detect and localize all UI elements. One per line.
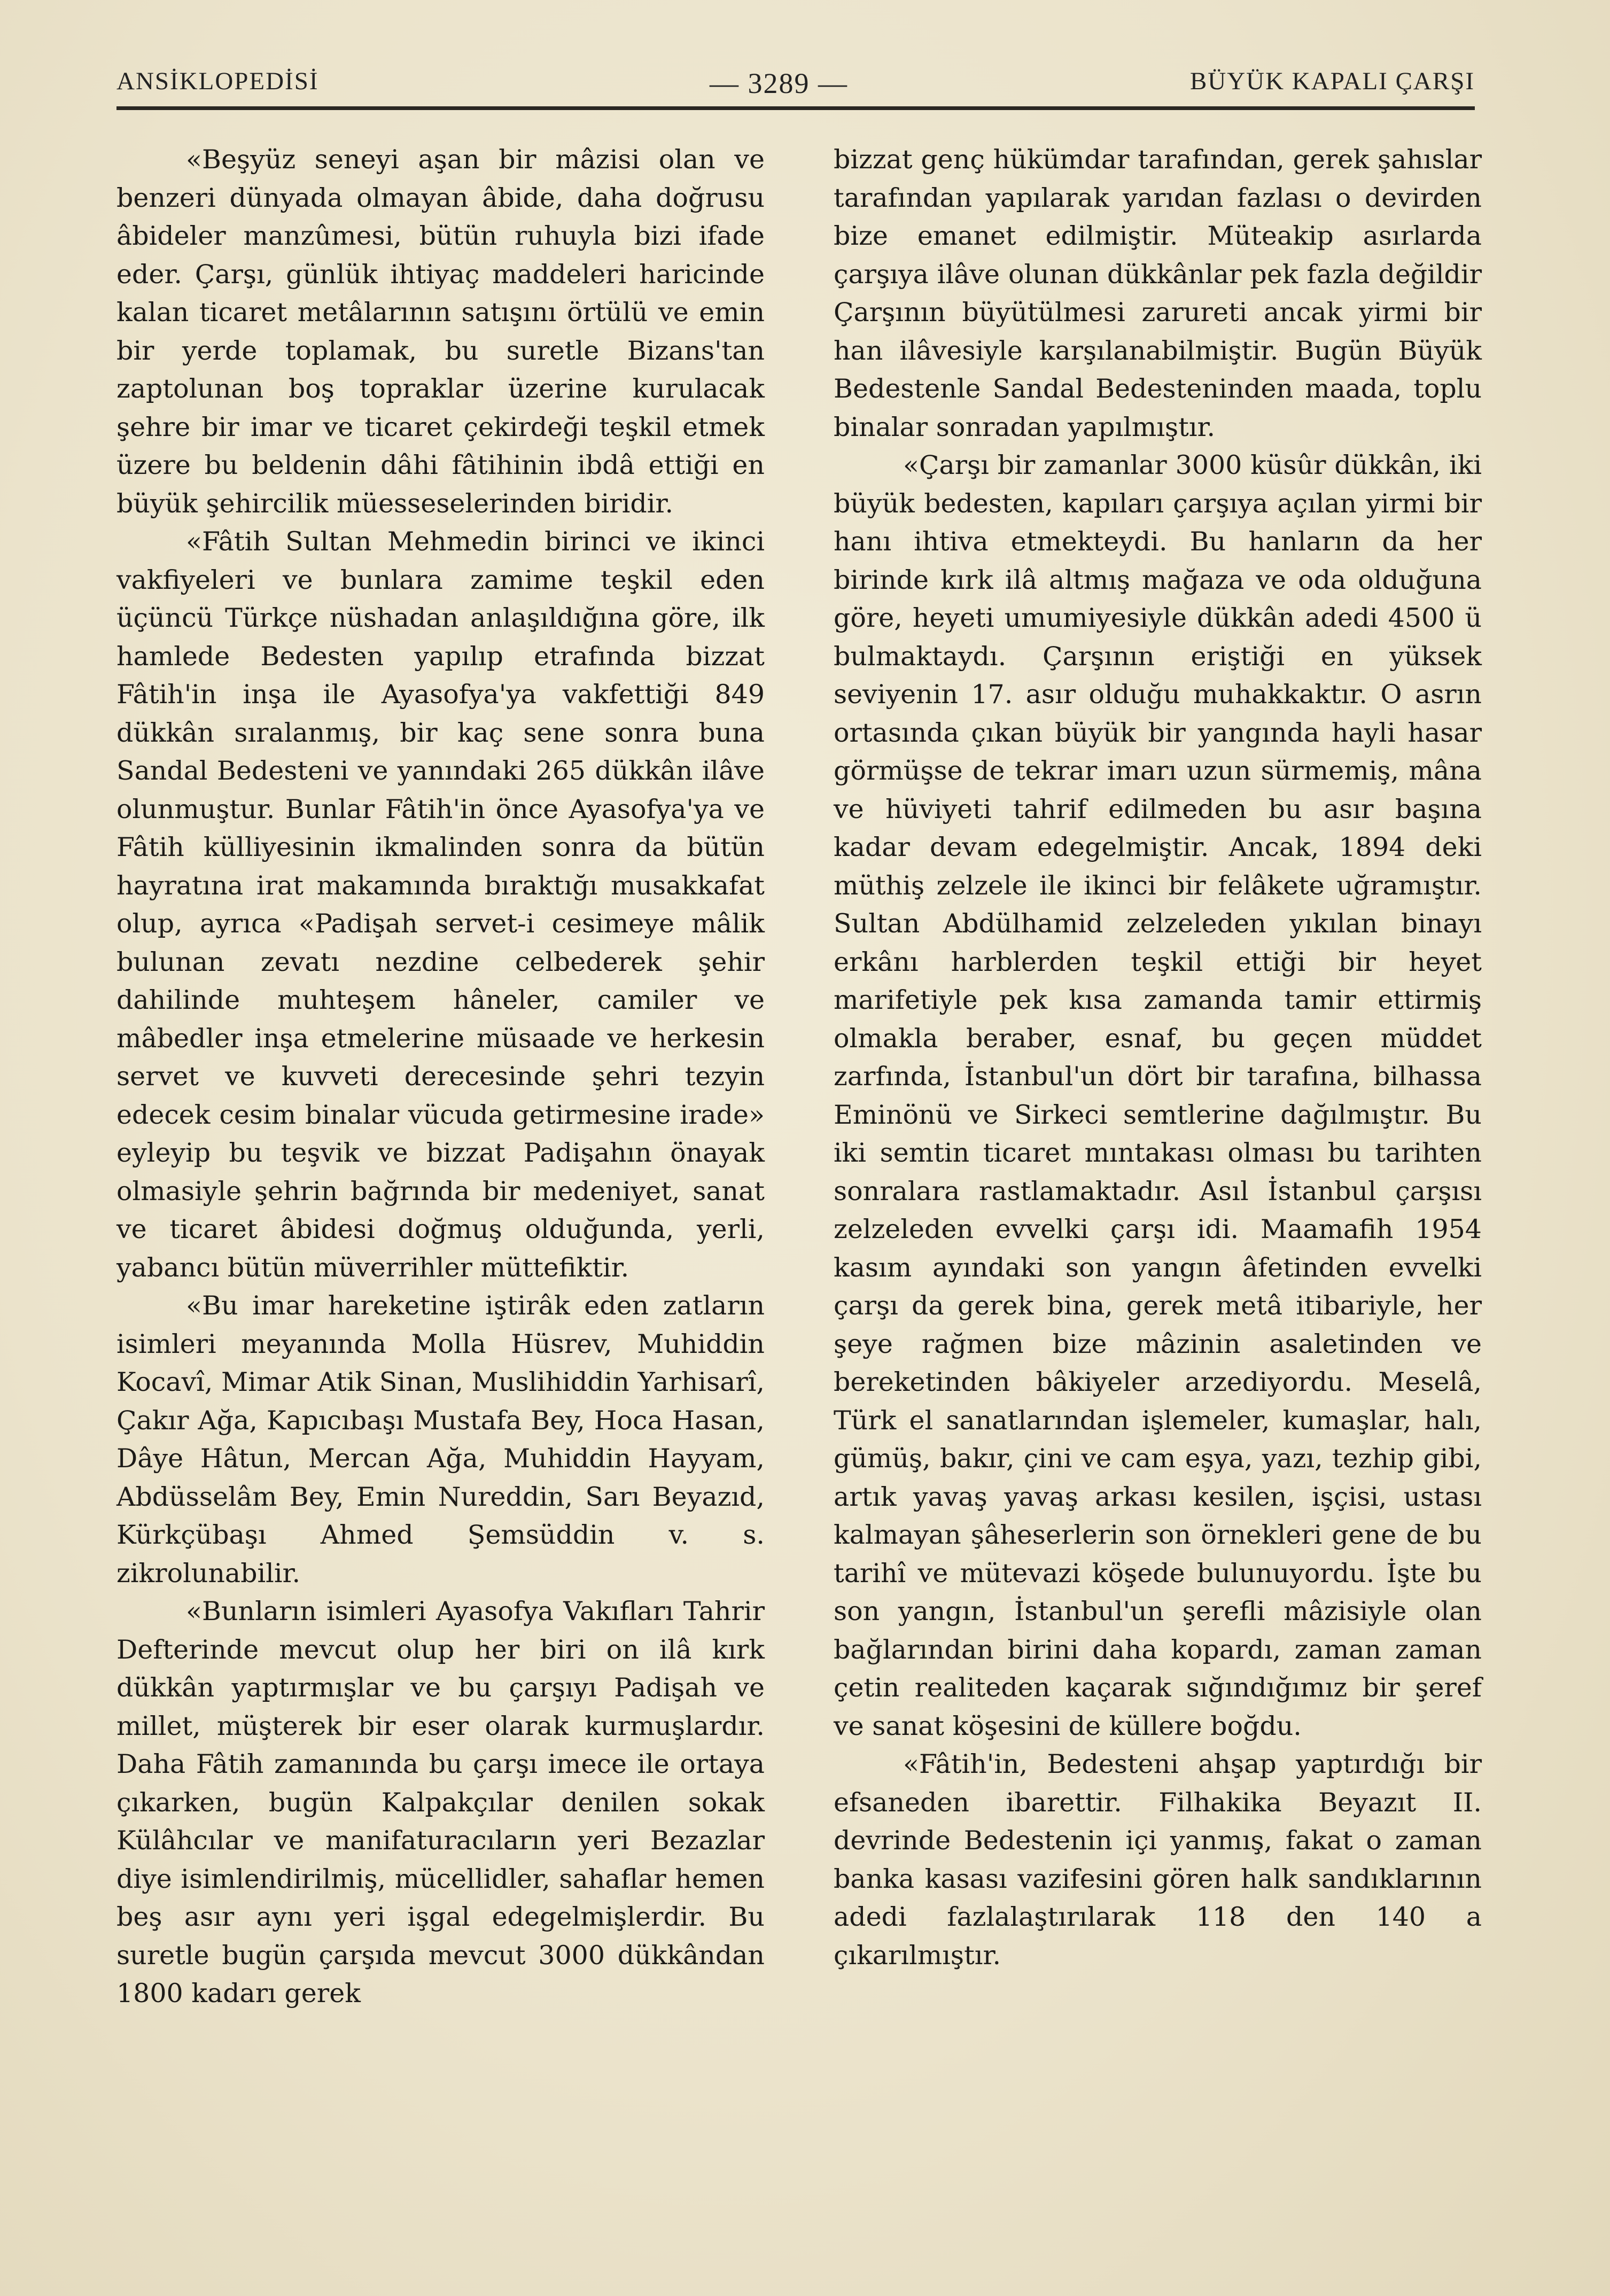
left-column: [116, 141, 765, 2150]
paragraph: «Beşyüz seneyi aşan bir mâzisi olan ve benzeri dünyada olmayan âbide, daha doğrusu âbideler manzûmesi, bütün ruhuyla bizi ifade eder. Çarşı, günlük ihtiyaç maddeleri haricinde kalan ticaret metâlarının satışını örtülü ve emin bir yerde toplamak, bu suretle Bizans'tan zaptolunan boş topraklar üzerine kurulacak şehre bir imar ve ticaret çekirdeği teşkil etmek üzere bu beldenin dâhi fâtihinin ibdâ ettiği en büyük şehircilik müesseselerinden biridir.: [116, 144, 765, 519]
header-right: BÜYÜK KAPALI ÇARŞI: [1189, 67, 1475, 95]
header-rule: [116, 106, 1475, 110]
right-column: [834, 141, 1482, 2150]
paragraph: «Fâtih Sultan Mehmedin birinci ve ikinci vakfiyeleri ve bunlara zamime teşkil eden üçüncü Türkçe nüshadan anlaşıldığına göre, ilk hamlede Bedesten yapılıp etrafında bizzat Fâtih'in inşa ile Ayasofya'ya vakfettiği 849 dükkân sıralanmış, bir kaç sene sonra buna Sandal Bedesteni ve yanındaki 265 dükkân ilâve olunmuştur. Bunlar Fâtih'in önce Ayasofya'ya ve Fâtih külliyesinin ikmalinden sonra da bütün hayratına irat makamında bıraktığı musakkafat olup, ayrıca «Padişah servet-i cesimeye mâlik bulunan zevatı nezdine celbederek şehir dahilinde muhteşem hâneler, camiler ve mâbedler inşa etmelerine müsaade ve herkesin servet ve kuvveti derecesinde şehri tezyin edecek cesim binalar vücuda getirmesine irade» eyleyip bu teşvik ve bizzat Padişahın önayak olmasiyle şehrin bağrında bir medeniyet, sanat ve ticaret âbidesi doğmuş olduğunda, yerli, yabancı bütün müverrihler müttefiktir.: [116, 526, 765, 1283]
paragraph: «Bu imar hareketine iştirâk eden zatların isimleri meyanında Molla Hüsrev, Muhiddin Kocavî, Mimar Atik Sinan, Muslihiddin Yarhisarî, Çakır Ağa, Kapıcıbaşı Mustafa Bey, Hoca Hasan, Dâye Hâtun, Mercan Ağa, Muhiddin Hayyam, Abdüsselâm Bey, Emin Nureddin, Sarı Beyazıd, Kürkçübaşı Ahmed Şemsüddin v. s. zikrolunabilir.: [116, 1290, 765, 1589]
paragraph: «Çarşı bir zamanlar 3000 küsûr dükkân, iki büyük bedesten, kapıları çarşıya açılan yirmi bir hanı ihtiva etmekteydi. Bu hanların da her birinde kırk ilâ altmış mağaza ve oda olduğuna göre, heyeti umumiyesiyle dükkân adedi 4500 ü bulmaktaydı. Çarşının eriştiği en yüksek seviyenin 17. asır olduğu muhakkaktır. O asrın ortasında çıkan büyük bir yangında hayli hasar görmüşse de tekrar imarı uzun sürmemiş, mâna ve hüviyeti tahrif edilmeden bu asır başına kadar devam edegelmiştir. Ancak, 1894 deki müthiş zelzele ile ikinci bir felâkete uğramıştır. Sultan Abdülhamid zelzeleden yıkılan binayı erkânı harblerden teşkil ettiği bir heyet marifetiyle pek kısa zamanda tamir ettirmiş olmakla beraber, esnaf, bu geçen müddet zarfında, İstanbul'un dört bir tarafına, bilhassa Eminönü ve Sirkeci semtlerine dağılmıştır. Bu iki semtin ticaret mıntakası olması bu tarihten sonralara rastlamaktadır. Asıl İstanbul çarşısı zelzeleden evvelki çarşı idi. Maamafih 1954 kasım ayındaki son yangın âfetinden evvelki çarşı da gerek bina, gerek metâ itibariyle, her şeye rağmen bize mâzinin asaletinden ve bereketinden bâkiyeler arzediyordu. Meselâ, Türk el sanatlarından işlemeler, kumaşlar, halı, gümüş, bakır, çini ve cam eşya, yazı, tezhip gibi, artık yavaş yavaş arkası kesilen, işçisi, ustası kalmayan şâheserlerin son örnekleri gene de bu tarihî ve mütevazi köşede bulunuyordu. İşte bu son yangın, İstanbul'un şerefli mâzisiyle olan bağlarından birini daha kopardı, zaman zaman çetin realiteden kaçarak sığındığımız bir şeref ve sanat köşesini de küllere boğdu.: [834, 450, 1482, 1741]
running-head: [116, 67, 1475, 104]
page-number: — 3289 —: [710, 67, 848, 99]
paragraph: bizzat genç hükümdar tarafından, gerek şahıslar tarafından yapılarak yarıdan fazlası o devirden bize emanet edilmiştir. Müteakip asırlarda çarşıya ilâve olunan dükkânlar pek fazla değildir Çarşının büyütülmesi zarureti ancak yirmi bir han ilâvesiyle karşılanabilmiştir. Bugün Büyük Bedestenle Sandal Bedesteninden maada, toplu binalar sonradan yapılmıştır.: [834, 144, 1482, 442]
header-left: ANSİKLOPEDİSİ: [116, 67, 319, 95]
paragraph: «Bunların isimleri Ayasofya Vakıfları Tahrir Defterinde mevcut olup her biri on ilâ kırk dükkân yaptırmışlar ve bu çarşıyı Padişah ve millet, müşterek bir eser olarak kurmuşlardır. Daha Fâtih zamanında bu çarşı imece ile ortaya çıkarken, bugün Kalpakçılar denilen sokak Külâhcılar ve manifaturacıların yeri Bezazlar diye isimlendirilmiş, mücellidler, sahaflar hemen beş asır aynı yeri işgal edegelmişlerdir. Bu suretle bugün çarşıda mevcut 3000 dükkândan 1800 kadarı gerek: [116, 1596, 765, 2009]
paragraph: «Fâtih'in, Bedesteni ahşap yaptırdığı bir efsaneden ibarettir. Filhakika Beyazıt II. devrinde Bedestenin içi yanmış, fakat o zaman banka kasası vazifesini gören halk sandıklarının adedi fazlalaştırılarak 118 den 140 a çıkarılmıştır.: [834, 1749, 1482, 1971]
